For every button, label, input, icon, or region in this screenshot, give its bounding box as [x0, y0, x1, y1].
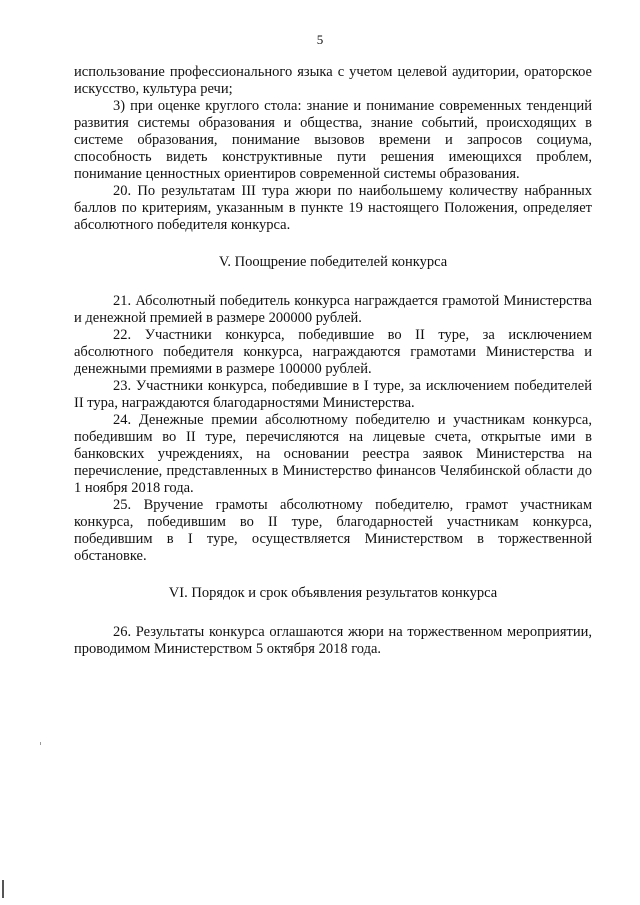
paragraph-23: 23. Участники конкурса, победившие в I туре, за исключением победителей II тура, награждаются благодарностями Министерства.	[74, 378, 592, 411]
paragraph-20: 20. По результатам III тура жюри по наибольшему количеству набранных баллов по критериям, указанным в пункте 19 настоящего Положения, определяет абсолютного победителя конкурса.	[74, 183, 592, 233]
scan-artifact	[40, 742, 41, 745]
paragraph-22: 22. Участники конкурса, победившие во II туре, за исключением абсолютного победителя конкурса, награждаются грамотами Министерства и денежными премиями в размере 100000 рублей.	[74, 327, 592, 377]
section-heading-6: VI. Порядок и срок объявления результатов конкурса	[168, 585, 498, 601]
section-heading-5: V. Поощрение победителей конкурса	[218, 254, 448, 270]
paragraph-26: 26. Результаты конкурса оглашаются жюри на торжественном мероприятии, проводимом Министерством 5 октября 2018 года.	[74, 624, 592, 657]
document-body	[74, 64, 592, 658]
paragraph-25: 25. Вручение грамоты абсолютному победителю, грамот участникам конкурса, победившим во II туре, благодарностей участникам конкурса, победившим в I туре, осуществляется Министерством в торжественной обстановке.	[74, 497, 592, 564]
paragraph-21: 21. Абсолютный победитель конкурса награждается грамотой Министерства и денежной премией в размере 200000 рублей.	[74, 293, 592, 326]
paragraph-continuation: использование профессионального языка с учетом целевой аудитории, ораторское искусство, культура речи;	[74, 64, 592, 97]
paragraph-round-table-criteria: 3) при оценке круглого стола: знание и понимание современных тенденций развития системы образования и общества, знание событий, происходящих в системе образования, понимание вызовов времени и запросов социума, способность видеть конструктивные пути решения имеющихся проблем, понимание ценностных ориентиров современной системы образования.	[74, 98, 592, 182]
page-number: 5	[316, 32, 324, 47]
paragraph-24: 24. Денежные премии абсолютному победителю и участникам конкурса, победившим во II туре, перечисляются на лицевые счета, открытые ими в банковских учреждениях, на основании реестра заявок Министерства на перечисление, представленных в Министерство финансов Челябинской области до 1 ноября 2018 года.	[74, 412, 592, 496]
margin-mark	[2, 880, 4, 898]
